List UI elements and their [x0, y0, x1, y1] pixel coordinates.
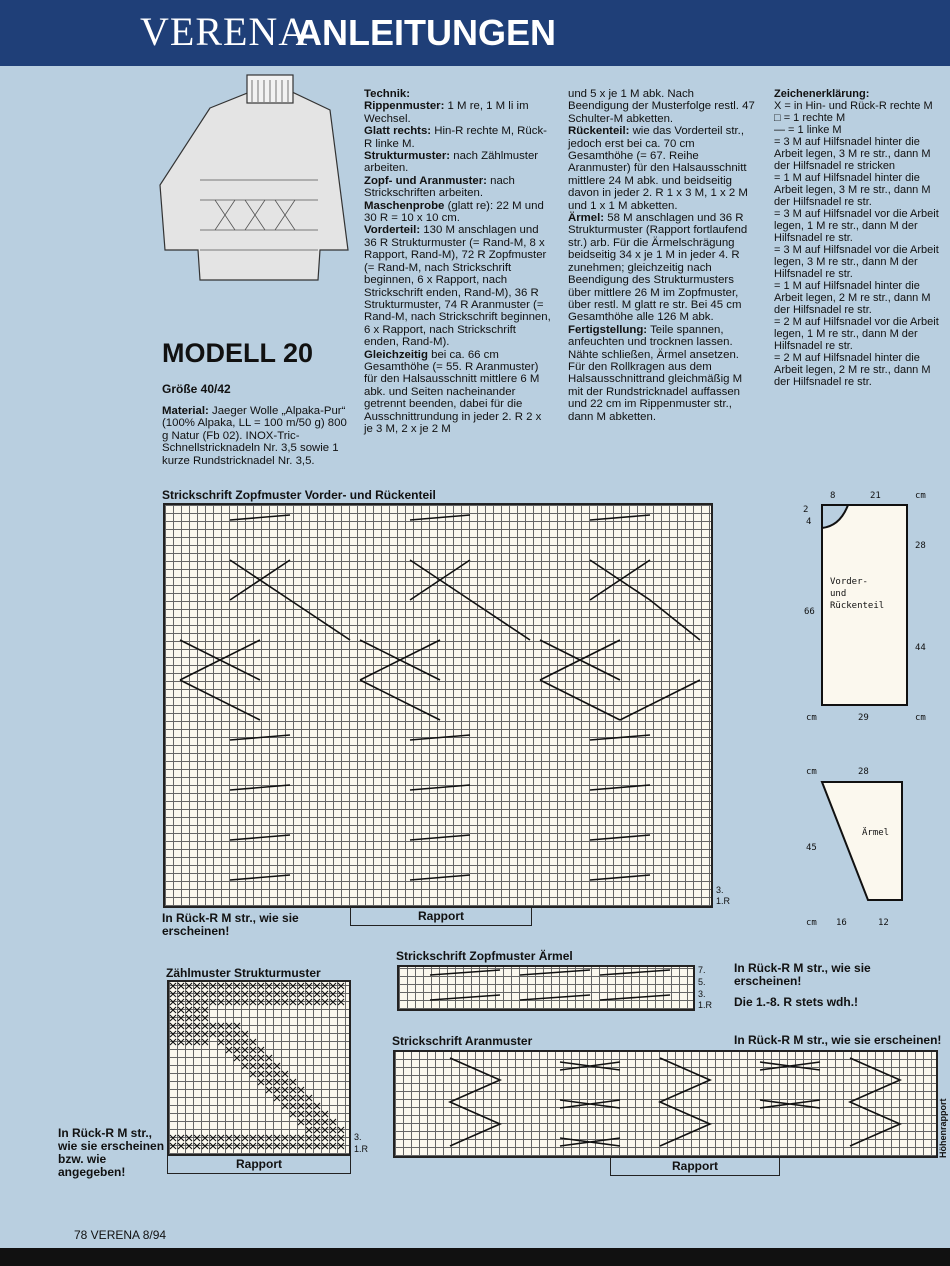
row-label-1: 1.R	[716, 896, 731, 906]
struktur-row-3: 3.	[354, 1132, 362, 1142]
legend-item: = 3 M auf Hilfsnadel vor die Arbeit legen, 1 M re str., dann M der Hilfsnadel re str.	[774, 208, 939, 244]
legend-item: = 2 M auf Hilfsnadel hinter die Arbeit legen, 2 M re str., dann M der Hilfsnadel re str.	[774, 352, 931, 388]
model-title: MODELL 20	[162, 338, 314, 368]
legend-item: X = in Hin- und Rück-R rechte M	[774, 100, 933, 112]
svg-text:45: 45	[806, 843, 817, 853]
legend-item: — = 1 linke M	[774, 124, 842, 136]
svg-text:Ärmel: Ärmel	[862, 828, 890, 838]
svg-text:cm: cm	[915, 713, 926, 723]
svg-text:und: und	[830, 589, 847, 599]
legend-item: = 1 M auf Hilfsnadel hinter die Arbeit legen, 2 M re str., dann M der Hilfsnadel re str.	[774, 280, 931, 316]
svg-text:8: 8	[830, 491, 836, 501]
svg-text:cm: cm	[806, 918, 817, 928]
legend-item: □ = 1 rechte M	[774, 112, 846, 124]
section-title: ANLEITUNGEN	[296, 12, 556, 53]
legend-item: = 3 M auf Hilfsnadel vor die Arbeit legen, 3 M re str., dann M der Hilfsnadel re str.	[774, 244, 939, 280]
bottom-band	[0, 1248, 950, 1266]
legend-title: Zeichenerklärung:	[774, 88, 870, 100]
svg-text:28: 28	[915, 541, 926, 551]
legend-item: = 2 M auf Hilfsnadel vor die Arbeit legen, 1 M re str., dann M der Hilfsnadel re str.	[774, 316, 939, 352]
svg-text:29: 29	[858, 713, 869, 723]
svg-text:16: 16	[836, 918, 847, 928]
zopf-main-note: In Rück-R M str., wie sie erscheinen!	[162, 911, 299, 938]
page-footer: 78 VERENA 8/94	[74, 1228, 167, 1242]
instructions-column-1: Technik: Rippenmuster: 1 M re, 1 M li im Wechsel. Glatt rechts: Hin-R rechte M, Rück-R linke M. Strukturmuster: nach Zählmuster arbeiten. Zopf- und Aranmuster: nach Strickschriften arbeiten. Maschenprobe (glatt re): 22 M und 30 R = 10 x 10 cm. Vorderteil: 130 M anschlagen und 36 R Strukturmuster (= Rand-M, 8 x Rapport, Rand-M), 72 R Zopfmuster (= Rand-M, nach Strickschrift beginnen, 6 x Rapport, nach Strickschrift enden, Rand-M), 36 R Strukturmuster, 74 R Aranmuster (= Rand-M, nach Strickschrift beginnen, 6 x Rapport, nach Strickschrift enden, Rand-M). Gleichzeitig bei ca. 66 cm Gesamthöhe (= 55. R Aranmuster) für den Halsausschnitt mittlere 6 M abk. und Seiten nacheinander getrennt beenden, dabei für die Ausschnittrundung in jeder 2. R 2 x je 3 M, 2 x je 2 M	[364, 88, 551, 435]
svg-text:21: 21	[870, 491, 881, 501]
zopf-armel-title: Strickschrift Zopfmuster Ärmel	[396, 949, 573, 963]
svg-text:cm: cm	[806, 713, 817, 723]
hoehenrapport-label: Höhenrapport	[938, 1098, 948, 1158]
svg-text:28: 28	[858, 767, 869, 777]
aran-note: In Rück-R M str., wie sie erscheinen!	[734, 1033, 942, 1047]
aran-rapport: Rapport	[610, 1158, 780, 1176]
struktur-note: In Rück-R M str., wie sie erscheinen bzw. wie angegeben!	[58, 1126, 165, 1179]
zopf-main-title: Strickschrift Zopfmuster Vorder- und Rückenteil	[162, 488, 436, 502]
instructions-column-2: und 5 x je 1 M abk. Nach Beendigung der Musterfolge restl. 47 Schulter-M abketten. Rückenteil: wie das Vorderteil str., jedoch erst bei ca. 70 cm Gesamthöhe (= 67. Reihe Aranmuster) für den Halsausschnitt mittlere 24 M abk. und beidseitig davon in jeder 2. R 1 x 3 M, 1 x 2 M und 1 x 1 M abketten. Ärmel: 58 M anschlagen und 36 R Strukturmuster (Rapport fortlaufend str.) arb. Für die Ärmelschrägung beidseitig 34 x je 1 M in jeder 4. R zunehmen; gleichzeitig nach Beendigung des Strukturmusters über mittlere 26 M im Zopfmuster, über restl. M glatt re str. Bei 45 cm Gesamthöhe alle 126 M abk. Fertigstellung: Teile spannen, anfeuchten und trocknen lassen. Nähte schließen, Ärmel ansetzen. Für den Rollkragen aus dem Halsausschnittrand gleichmäßig M mit der Rundstricknadel auffassen und 22 cm im Rippenmuster str., dann M abketten.	[568, 88, 755, 423]
svg-text:2: 2	[803, 505, 809, 515]
aran-title: Strickschrift Aranmuster	[392, 1034, 533, 1048]
armel-row-1: 1.R	[698, 1000, 713, 1010]
svg-text:66: 66	[804, 607, 815, 617]
zopf-main-rapport: Rapport	[350, 908, 532, 926]
armel-note-1: In Rück-R M str., wie sie erscheinen!	[734, 961, 871, 988]
armel-row-3: 3.	[698, 989, 706, 999]
material-label: Material:	[162, 405, 209, 417]
svg-text:12: 12	[878, 918, 889, 928]
armel-row-5: 5.	[698, 977, 706, 987]
magazine-brand: VERENA	[140, 9, 309, 54]
armel-row-7: 7.	[698, 965, 706, 975]
svg-text:cm: cm	[806, 767, 817, 777]
svg-text:Rückenteil: Rückenteil	[830, 601, 885, 611]
svg-text:4: 4	[806, 517, 812, 527]
struktur-title: Zählmuster Strukturmuster	[166, 966, 321, 980]
material-text: Jaeger Wolle „Alpaka-Pur“ (100% Alpaka, LL = 100 m/50 g) 800 g Natur (Fb 02). INOX-Tric-Schnellstricknadeln Nr. 3,5 sowie 1 kurze Rundstricknadel Nr. 3,5.	[162, 405, 347, 467]
armel-note-2: Die 1.-8. R stets wdh.!	[734, 995, 859, 1009]
model-size: Größe 40/42	[162, 382, 231, 396]
legend-item: = 3 M auf Hilfsnadel hinter die Arbeit legen, 3 M re str., dann M der Hilfsnadel re stricken	[774, 136, 931, 172]
svg-text:44: 44	[915, 643, 926, 653]
legend-item: = 1 M auf Hilfsnadel hinter die Arbeit legen, 3 M re str., dann M der Hilfsnadel re str.	[774, 172, 931, 208]
struktur-row-1: 1.R	[354, 1144, 369, 1154]
svg-text:cm: cm	[915, 491, 926, 501]
struktur-rapport: Rapport	[167, 1156, 351, 1174]
row-label-3: 3.	[716, 885, 724, 895]
svg-text:Vorder-: Vorder-	[830, 577, 868, 587]
